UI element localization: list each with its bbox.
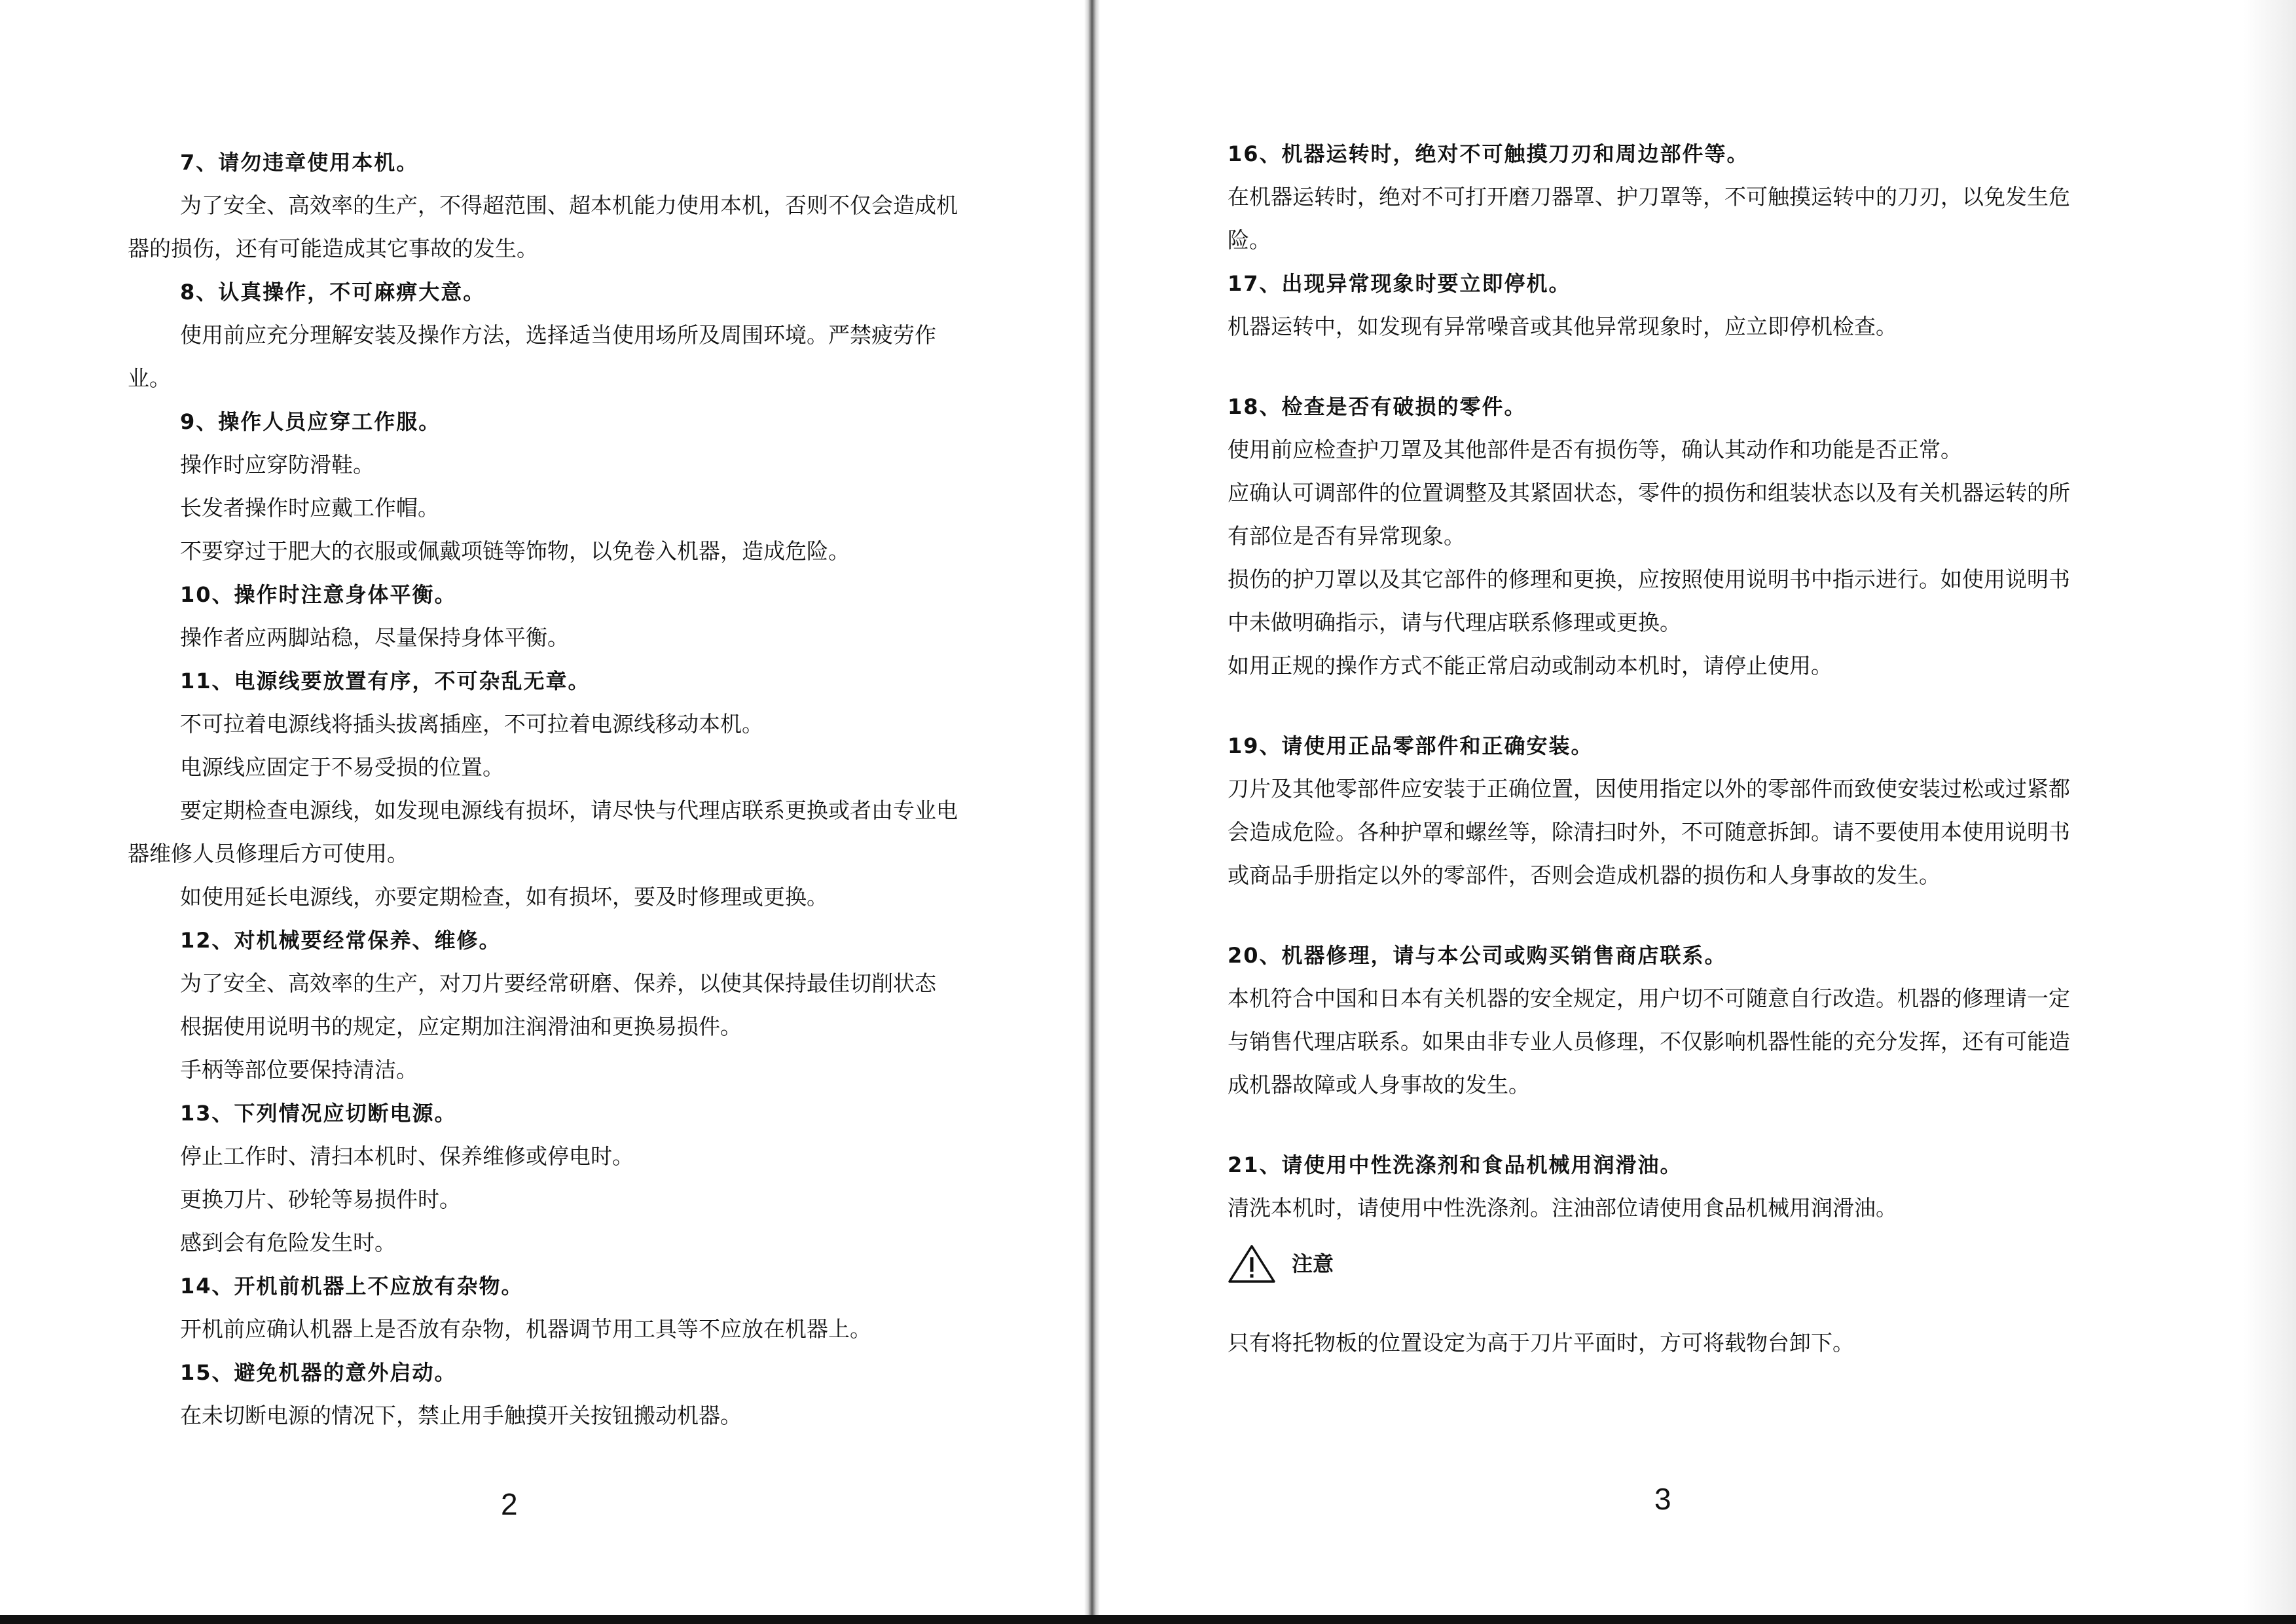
section-heading: 18、检查是否有破损的零件。: [1228, 394, 1527, 419]
notice-header: [1228, 1238, 2072, 1290]
paragraph: 在机器运转时，绝对不可打开磨刀器罩、护刀罩等，不可触摸运转中的刀刃，以免发生危险。: [1228, 184, 2070, 253]
paragraph: 要定期检查电源线，如发现电源线有损坏，请尽快与代理店联系更换或者由专业电器维修人员修理后方可使用。: [128, 798, 958, 866]
scan-bottom-edge: [0, 1615, 2296, 1624]
section-heading: 15、避免机器的意外启动。: [180, 1360, 457, 1385]
section-heading: 13、下列情况应切断电源。: [180, 1101, 457, 1126]
section-heading: 8、认真操作，不可麻痹大意。: [180, 280, 486, 304]
section-heading: 19、请使用正品零部件和正确安装。: [1228, 733, 1594, 758]
notice-text: 只有将托物板的位置设定为高于刀片平面时，方可将载物台卸下。: [1228, 1330, 1854, 1356]
book-gutter: [1084, 0, 1100, 1624]
page-left: [0, 0, 1087, 1611]
section-spacer: [1228, 688, 2072, 724]
paragraph: 长发者操作时应戴工作帽。: [180, 495, 439, 521]
paragraph: 为了安全、高效率的生产，不得超范围、超本机能力使用本机，否则不仅会造成机器的损伤，还有可能造成其它事故的发生。: [128, 193, 958, 261]
section-heading: 14、开机前机器上不应放有杂物。: [180, 1274, 524, 1299]
section-heading: 7、请勿违章使用本机。: [180, 150, 419, 175]
paragraph: 机器运转中，如发现有异常噪音或其他异常现象时，应立即停机检查。: [1228, 314, 1897, 339]
section-heading: 21、请使用中性洗涤剂和食品机械用润滑油。: [1228, 1153, 1683, 1177]
paragraph: 感到会有危险发生时。: [180, 1230, 396, 1255]
section-heading: 11、电源线要放置有序，不可杂乱无章。: [180, 669, 591, 693]
notice-label: 注意: [1292, 1251, 1334, 1276]
page-number-right: 3: [1654, 1482, 1671, 1516]
paper-edge-shadow: [2244, 0, 2296, 1615]
paragraph: 开机前应确认机器上是否放有杂物，机器调节用工具等不应放在机器上。: [180, 1316, 871, 1342]
paragraph: 损伤的护刀罩以及其它部件的修理和更换，应按照使用说明书中指示进行。如使用说明书中未做明确指示，请与代理店联系修理或更换。: [1228, 566, 2070, 635]
paragraph: 刀片及其他零部件应安装于正确位置，因使用指定以外的零部件而致使安装过松或过紧都会造成危险。各种护罩和螺丝等，除清扫时外，不可随意拆卸。请不要使用本使用说明书或商品手册指定以外的零部件，否则会造成机器的损伤和人身事故的发生。: [1228, 776, 2070, 888]
paragraph: 操作时应穿防滑鞋。: [180, 452, 374, 477]
page-left-content: [128, 141, 972, 1437]
paragraph: 不可拉着电源线将插头拔离插座，不可拉着电源线移动本机。: [180, 711, 763, 737]
paragraph: 使用前应检查护刀罩及其他部件是否有损伤等，确认其动作和功能是否正常。: [1228, 437, 1962, 462]
paragraph: 如用正规的操作方式不能正常启动或制动本机时，请停止使用。: [1228, 653, 1832, 678]
section-heading: 20、机器修理，请与本公司或购买销售商店联系。: [1228, 943, 1727, 968]
paragraph: 不要穿过于肥大的衣服或佩戴项链等饰物，以免卷入机器，造成危险。: [180, 538, 850, 564]
section-spacer: [1228, 348, 2072, 385]
page-number-left: 2: [501, 1487, 518, 1521]
section-heading: 12、对机械要经常保养、维修。: [180, 928, 501, 953]
section-heading: 16、机器运转时，绝对不可触摸刀刃和周边部件等。: [1228, 141, 1749, 166]
paragraph: 清洗本机时，请使用中性洗涤剂。注油部位请使用食品机械用润滑油。: [1228, 1195, 1897, 1221]
paragraph: 电源线应固定于不易受损的位置。: [180, 754, 504, 780]
paragraph: 手柄等部位要保持清洁。: [180, 1057, 418, 1082]
page-right-content: [1228, 132, 2072, 1365]
section-heading: 10、操作时注意身体平衡。: [180, 582, 457, 607]
paragraph: 操作者应两脚站稳，尽量保持身体平衡。: [180, 625, 569, 650]
paragraph: 在未切断电源的情况下，禁止用手触摸开关按钮搬动机器。: [180, 1403, 742, 1428]
paragraph: 使用前应充分理解安装及操作方法，选择适当使用场所及周围环境。严禁疲劳作业。: [128, 322, 936, 391]
paragraph: 更换刀片、砂轮等易损件时。: [180, 1187, 461, 1212]
section-heading: 9、操作人员应穿工作服。: [180, 409, 441, 434]
paragraph: 根据使用说明书的规定，应定期加注润滑油和更换易损件。: [180, 1014, 742, 1039]
notice-spacer: [1228, 1290, 2072, 1321]
section-heading: 17、出现异常现象时要立即停机。: [1228, 271, 1571, 296]
warning-triangle-icon: [1228, 1244, 1276, 1283]
page-right: [1100, 0, 2296, 1611]
paragraph: 停止工作时、清扫本机时、保养维修或停电时。: [180, 1143, 634, 1169]
paragraph: 为了安全、高效率的生产，对刀片要经常研磨、保养，以使其保持最佳切削状态: [180, 970, 936, 996]
paragraph: 如使用延长电源线，亦要定期检查，如有损坏，要及时修理或更换。: [180, 884, 828, 910]
section-spacer: [1228, 897, 2072, 934]
paragraph: 应确认可调部件的位置调整及其紧固状态，零件的损伤和组装状态以及有关机器运转的所有部位是否有异常现象。: [1228, 480, 2070, 549]
section-spacer: [1228, 1107, 2072, 1143]
paragraph: 本机符合中国和日本有关机器的安全规定，用户切不可随意自行改造。机器的修理请一定与销售代理店联系。如果由非专业人员修理，不仅影响机器性能的充分发挥，还有可能造成机器故障或人身事故的发生。: [1228, 986, 2070, 1098]
